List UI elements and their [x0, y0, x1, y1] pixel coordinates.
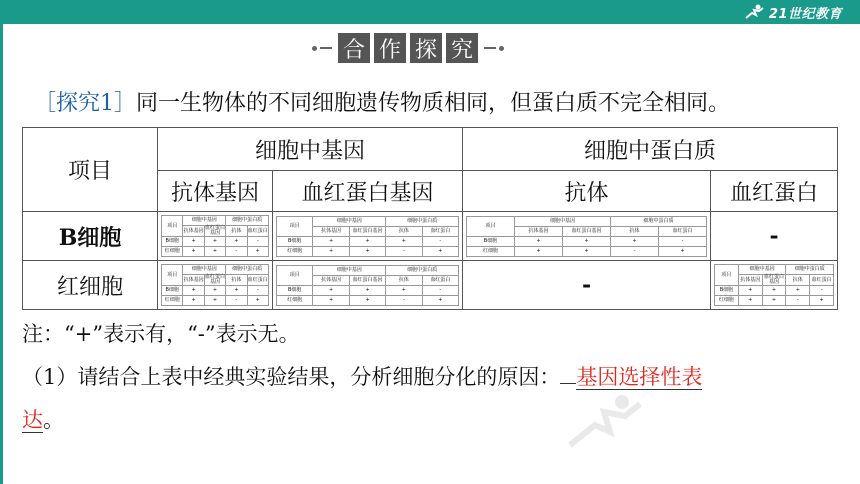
mini-table-text: -	[386, 246, 422, 256]
mini-table-text: 抗体	[226, 226, 247, 237]
mini-table-text: B细胞	[162, 286, 183, 296]
mini-table-text: 血红蛋白基因	[204, 274, 225, 285]
mini-table-text: +	[563, 246, 611, 256]
mini-table-text: +	[738, 296, 762, 306]
probe-tag: ［探究1］	[34, 91, 136, 116]
mini-table-text: +	[313, 246, 349, 256]
mini-table-cell	[463, 212, 711, 261]
mini-table-text: 血红蛋白	[247, 226, 268, 237]
mini-table-text: 细胞中蛋白质	[226, 216, 269, 226]
mini-table-text: -	[226, 247, 247, 257]
mini-table-text: 红细胞	[162, 247, 183, 257]
answer-part-1: 基因选择性表	[576, 365, 703, 389]
mini-table-cell	[273, 261, 463, 310]
watermark-logo	[560, 390, 820, 464]
mini-table-text: -	[611, 246, 659, 256]
mini-table-text: +	[204, 247, 225, 257]
logo-text: 21世纪教育	[768, 6, 842, 22]
note: 注：“+”表示有，“-”表示无。	[22, 322, 300, 346]
mini-table-text: +	[349, 295, 385, 305]
mini-table-text: 抗体基因	[183, 275, 204, 286]
mini-table-text: +	[183, 247, 204, 257]
title-char-4: 究	[446, 33, 478, 63]
mini-table-text: B细胞	[467, 236, 515, 246]
mini-table-text: +	[204, 237, 225, 247]
mini-table-text: -	[422, 285, 458, 295]
mini-table-text: 抗体基因	[183, 226, 204, 237]
mini-table-text: +	[313, 285, 349, 295]
mini-table-text: 红细胞	[277, 295, 313, 305]
mini-table-text: 血红蛋白	[422, 275, 458, 285]
mini-table-text: 细胞中基因	[313, 265, 386, 275]
mini-table-text: 血红蛋白基因	[204, 225, 225, 236]
mini-table-text: +	[204, 286, 225, 296]
mini-table-text: +	[786, 286, 810, 296]
question-suffix: 。	[43, 408, 64, 432]
question-line	[22, 361, 702, 391]
header-item: 项目	[23, 128, 158, 212]
b-cell-hemoglobin-value: -	[711, 212, 838, 261]
mini-table-text: 血红蛋白	[810, 275, 834, 286]
mini-table-text: 细胞中蛋白质	[786, 265, 834, 275]
mini-table-text: +	[422, 295, 458, 305]
mini-table-text: +	[247, 296, 268, 306]
row-label-red-cell: 红细胞	[23, 261, 158, 310]
mini-table-text: +	[349, 285, 385, 295]
mini-table-text: +	[611, 236, 659, 246]
left-decoration	[312, 46, 332, 51]
mini-table-text: 项目	[162, 216, 183, 237]
mini-table-text: +	[422, 246, 458, 256]
mini-table-text: +	[226, 237, 247, 247]
mini-table-text: B细胞	[277, 285, 313, 295]
mini-table-text: +	[247, 247, 268, 257]
probe-text: 同一生物体的不同细胞遗传物质相同，但蛋白质不完全相同。	[136, 91, 731, 116]
runner-icon	[743, 3, 765, 21]
mini-table-text: +	[349, 246, 385, 256]
mini-table-text: 细胞中蛋白质	[611, 216, 707, 226]
mini-table-text: 抗体	[386, 226, 422, 236]
mini-table-cell	[158, 261, 273, 310]
red-cell-antibody-value: -	[463, 261, 711, 310]
mini-table-text: +	[386, 236, 422, 246]
mini-table-text: +	[313, 236, 349, 246]
mini-table-text: 抗体基因	[515, 226, 563, 236]
mini-table-text: +	[204, 296, 225, 306]
subheader-hemoglobin-gene: 血红蛋白基因	[273, 171, 463, 212]
mini-table-text: 血红蛋白基因	[764, 274, 785, 285]
mini-table-text: -	[810, 286, 834, 296]
mini-table-text: +	[515, 236, 563, 246]
answer-part-2: 达	[22, 408, 43, 432]
mini-table-text: 项目	[277, 216, 313, 236]
subheader-antibody: 抗体	[463, 171, 711, 212]
mini-table-text: 细胞中基因	[313, 216, 386, 226]
mini-table-text: -	[422, 236, 458, 246]
mini-table-text: B细胞	[277, 236, 313, 246]
mini-table-text: 抗体基因	[313, 226, 349, 236]
mini-table-text: 项目	[277, 265, 313, 285]
brand-logo	[743, 2, 842, 22]
left-border	[0, 24, 3, 484]
mini-table-text: 抗体基因	[313, 275, 349, 285]
top-bar-edge	[0, 24, 860, 27]
title-char-1: 合	[338, 33, 370, 63]
mini-table-text: 项目	[467, 216, 515, 236]
mini-table-text: 血红蛋白	[247, 275, 268, 286]
mini-table-text: 项目	[162, 265, 183, 286]
mini-table-text: +	[183, 237, 204, 247]
mini-table-text: B细胞	[162, 237, 183, 247]
mini-table-text: +	[226, 286, 247, 296]
header-gene: 细胞中基因	[158, 128, 463, 171]
mini-table-text: -	[226, 296, 247, 306]
mini-table-text: +	[183, 286, 204, 296]
mini-table-cell	[158, 212, 273, 261]
mini-table-text: -	[659, 236, 707, 246]
mini-table-text: 血红蛋白	[422, 226, 458, 236]
mini-table-text: -	[386, 295, 422, 305]
mini-table-text: +	[563, 236, 611, 246]
mini-table-text: 细胞中基因	[738, 265, 786, 275]
top-bar	[0, 0, 860, 24]
mini-table-text: 抗体	[386, 275, 422, 285]
mini-table-text: 抗体	[611, 226, 659, 236]
mini-table-text: 抗体基因	[738, 275, 762, 286]
subheader-hemoglobin: 血红蛋白	[711, 171, 838, 212]
row-label-b-cell: B细胞	[23, 212, 158, 261]
mini-table-text: +	[183, 296, 204, 306]
mini-table-text: B细胞	[715, 286, 739, 296]
title-char-3: 探	[410, 33, 442, 63]
mini-table-cell	[273, 212, 463, 261]
mini-table-text: -	[247, 237, 268, 247]
question-line-2	[22, 404, 64, 434]
mini-table-text: 抗体	[786, 275, 810, 286]
mini-table-text: 红细胞	[467, 246, 515, 256]
subheader-antibody-gene: 抗体基因	[158, 171, 273, 212]
mini-table-text: 红细胞	[277, 246, 313, 256]
mini-table-text: +	[349, 236, 385, 246]
mini-table-text: +	[659, 246, 707, 256]
mini-table-text: +	[738, 286, 762, 296]
mini-table-text: -	[247, 286, 268, 296]
mini-table-text: +	[762, 296, 786, 306]
mini-table-text: 细胞中基因	[515, 216, 611, 226]
mini-table-text: +	[762, 286, 786, 296]
mini-table-text: 抗体	[226, 275, 247, 286]
mini-table-text: 细胞中基因	[183, 216, 226, 226]
right-decoration	[484, 46, 504, 51]
section-title	[312, 31, 504, 65]
mini-table-text: +	[313, 295, 349, 305]
mini-table-text: +	[515, 246, 563, 256]
mini-table-text: 血红蛋白基因	[563, 226, 611, 236]
mini-table-text: +	[386, 285, 422, 295]
mini-table-text: 细胞中基因	[183, 265, 226, 275]
question-prefix: （1）请结合上表中经典实验结果，分析细胞分化的原因：	[22, 365, 561, 389]
title-char-2: 作	[374, 33, 406, 63]
header-protein: 细胞中蛋白质	[463, 128, 838, 171]
probe-statement	[34, 86, 730, 117]
mini-table-text: -	[786, 296, 810, 306]
mini-table-text: 血红蛋白	[659, 226, 707, 236]
comparison-table	[22, 127, 838, 310]
mini-table-text: 红细胞	[715, 296, 739, 306]
mini-table-text: 红细胞	[162, 296, 183, 306]
mini-table-text: +	[810, 296, 834, 306]
mini-table-text: 细胞中蛋白质	[386, 265, 459, 275]
mini-table-text: 细胞中蛋白质	[226, 265, 269, 275]
mini-table-text: 细胞中蛋白质	[386, 216, 459, 226]
mini-table-text: 血红蛋白基因	[349, 275, 385, 285]
mini-table-text: 血红蛋白基因	[349, 226, 385, 236]
mini-table-cell	[711, 261, 838, 310]
mini-table-text: 项目	[715, 265, 739, 286]
